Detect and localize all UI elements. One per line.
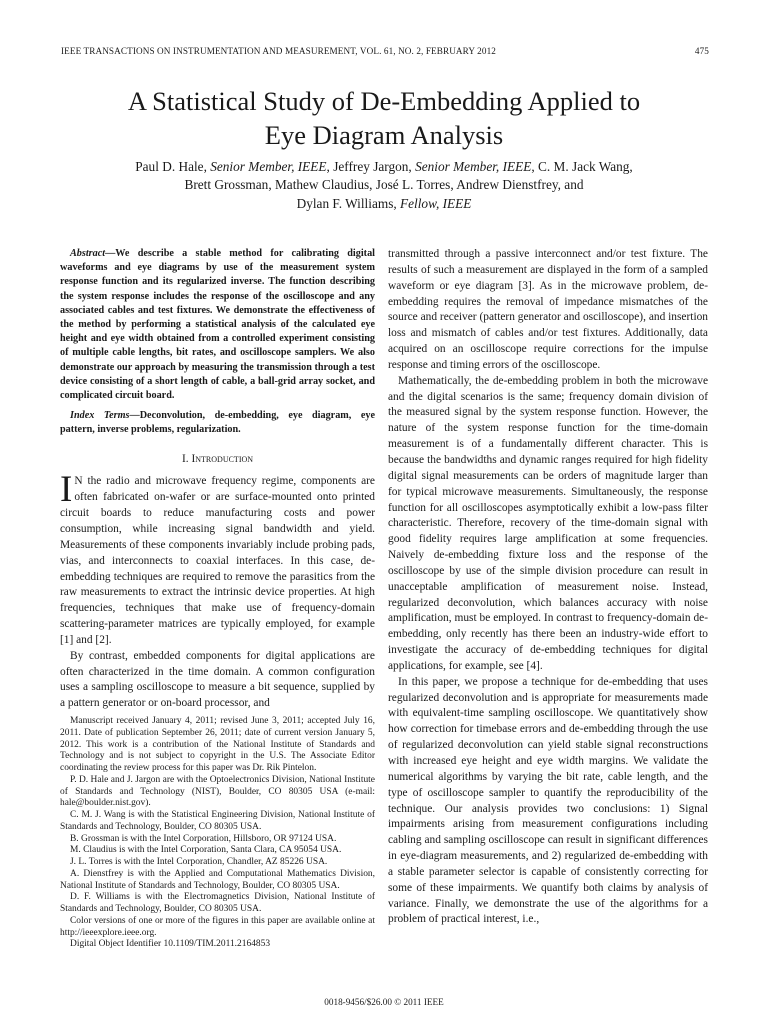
footnote-williams: D. F. Williams is with the Electromagnetics Division, National Institute of Standards and Technology, Boulder, CO 80305 USA. — [60, 892, 375, 914]
right-paragraph-3: In this paper, we propose a technique for de-embedding that uses regularized deconvolution and is appropriate for measurements made with equivalent-time sampling oscilloscope. We quantitatively show how correction for timebase errors and de-embedding through the use of regularized deconvolution can yield stable signal reconstructions with increased eye height and eye width margins. We validate the numerical algorithms by varying the bit rate, cable length, and the type of oscilloscope sampler to quantify the reproducibility of the technique. Our analysis provides two conclusions: 1) Signal impairments arising from measurement configurations including cabling and sampling oscilloscope can result in significant differences in eye-diagram measurements, and 2) regularized de-embedding with a stable parameter selector is capable of consistently correcting for some of these impairments. We quantify both claims by analysis of variance. Finally, we demonstrate the use of the algorithms for a problem of practical interest, i.e., — [388, 675, 708, 926]
paper-title — [40, 84, 728, 152]
copyright-footer: 0018-9456/$26.00 © 2011 IEEE — [324, 997, 444, 1007]
intro-paragraph-2: By contrast, embedded components for digital applications are often characterized in the time domain. A common configuration uses a sampling oscilloscope to measure a bit sequence, supplied by a pattern generator or on-board processor, and — [60, 649, 375, 710]
abstract — [60, 247, 375, 403]
footnote-color-versions: Color versions of one or more of the figures in this paper are available online at http://ieeexplore.ieee.org. — [60, 915, 375, 938]
title-line-2: Eye Diagram Analysis — [264, 120, 504, 150]
right-column — [388, 247, 708, 928]
footnote-torres: J. L. Torres is with the Intel Corporation, Chandler, AZ 85226 USA. — [70, 857, 328, 867]
footnote-manuscript: Manuscript received January 4, 2011; revised June 3, 2011; accepted July 16, 2011. Date of publication September 26, 2011; date of current version January 5, 2012. This work is a contribution of the National Institute of Standards and Technology and is not subject to copyright in the U.S. The Associate Editor coordinating the review process for this paper was Dr. Rik Pintelon. — [60, 716, 375, 773]
section-title: Introduction — [191, 452, 254, 465]
running-header — [61, 46, 709, 56]
page-number: 475 — [694, 46, 709, 56]
right-paragraph-1: transmitted through a passive interconnect and/or test fixture. The results of such a measurement are displayed in the form of a sampled waveform or eye diagram [3]. As in the microwave problem, de-embedding requires the removal of impedance mismatches of the source and receiver (pattern generator and oscilloscope), and insertion loss and mismatch of cables and/or test fixtures. Additionally, data acquired on an oscilloscope require corrections for the impulse response and timing errors of the oscilloscope. — [388, 248, 708, 371]
footnote-grossman: B. Grossman is with the Intel Corporation, Hillsboro, OR 97124 USA. — [70, 833, 337, 844]
footnote-claudius: M. Claudius is with the Intel Corporation, Santa Clara, CA 95054 USA. — [70, 845, 342, 856]
intro-paragraph-1 — [60, 469, 375, 648]
left-column — [60, 247, 375, 712]
authors-line-2: Brett Grossman, Mathew Claudius, José L. Torres, Andrew Dienstfrey, and — [184, 177, 584, 193]
authors-line-1: Paul D. Hale, Senior Member, IEEE, Jeffrey Jargon, Senior Member, IEEE, C. M. Jack Wang, — [135, 159, 633, 174]
author-list — [40, 158, 728, 213]
right-paragraph-2: Mathematically, the de-embedding problem in both the microwave and the digital scenarios is the same; frequency domain division of the measured signal by the system response function. However, the nature of the system response function for the time-domain measurement is of a fundamentally different character. This is because the bandwidths and dynamic ranges required for high fidelity digital signal measurements can be orders of magnitude larger than for typical microwave measurements. Simultaneously, the response function for all oscilloscopes asymptotically exhibit a low-pass filter characteristic. Therefore, recovery of the time-domain signal with good fidelity requires large amplification at some frequencies. Naively de-embedding fixture loss and the response of the oscilloscope by use of the simple division procedure can result in unacceptable amplification of measurement noise. Instead, regularized deconvolution, which balances accuracy with noise amplification, must be employed. In contrast to frequency-domain de-embedding, only recently has there been an industry-wide effort to investigate the accuracy of de-embedding techniques for digital applications, for example, see [4]. — [388, 374, 708, 672]
footnote-hale-jargon: P. D. Hale and J. Jargon are with the Optoelectronics Division, National Institute of Standards and Technology (NIST), Boulder, CO 80305 USA (e-mail: hale@boulder.nist.gov). — [60, 774, 375, 809]
section-number: I. — [181, 452, 189, 465]
footnote-wang: C. M. J. Wang is with the Statistical Engineering Division, National Institute of Standards and Technology, Boulder, CO 80305 USA. — [60, 810, 375, 832]
index-terms — [60, 409, 375, 437]
section-heading-introduction — [60, 452, 375, 468]
footnote-dienstfrey: A. Dienstfrey is with the Applied and Computational Mathematics Division, National Institute of Standards and Technology, Boulder, CO 80305 USA. — [60, 868, 375, 891]
footnote-doi: Digital Object Identifier 10.1109/TIM.2011.2164853 — [70, 939, 271, 950]
drop-cap: I — [60, 469, 73, 511]
title-line-1: A Statistical Study of De-Embedding Applied to — [127, 86, 641, 116]
footnotes — [60, 716, 375, 951]
abstract-text: —We describe a stable method for calibrating digital waveforms and eye diagrams by use of the measurement system response function and its regularized inverse. The function describing the system response includes the response of the oscilloscope and any associated cables and test fixtures. We demonstrate the effectiveness of the method by performing a statistical analysis of the calculated eye height and eye width obtained from a controlled experiment consisting of multiple cable lengths, bit rates, and oscilloscope samplers. We also demonstrate our approach by measuring the transmission through a test device consisting of a short length of cable, a ball-grid array socket, and complicated circuit board. — [60, 248, 375, 402]
intro-paragraph-1-text: N the radio and microwave frequency regime, components are often fabricated on-wafer or are surface-mounted onto printed circuit boards to reduce manufacturing costs and power consumption, while increasing signal bandwidth and yield. Measurements of these components invariably include probing pads, vias, and interconnects to coaxial interfaces. In this case, de-embedding techniques are required to remove the parasitics from the raw measurements to extract the intrinsic device properties. At high frequencies, techniques that make use of frequency-domain scattering-parameter matrices are typically employed, for example [1] and [2]. — [60, 475, 375, 646]
index-terms-label: Index Terms — [70, 410, 130, 422]
journal-header: IEEE TRANSACTIONS ON INSTRUMENTATION AND MEASUREMENT, VOL. 61, NO. 2, FEBRUARY 2012 — [61, 46, 496, 56]
authors-line-3: Dylan F. Williams, Fellow, IEEE — [296, 195, 472, 211]
index-terms-text: —Deconvolution, de-embedding, eye diagram, eye pattern, inverse problems, regularization. — [60, 410, 375, 436]
abstract-label: Abstract — [70, 248, 106, 259]
